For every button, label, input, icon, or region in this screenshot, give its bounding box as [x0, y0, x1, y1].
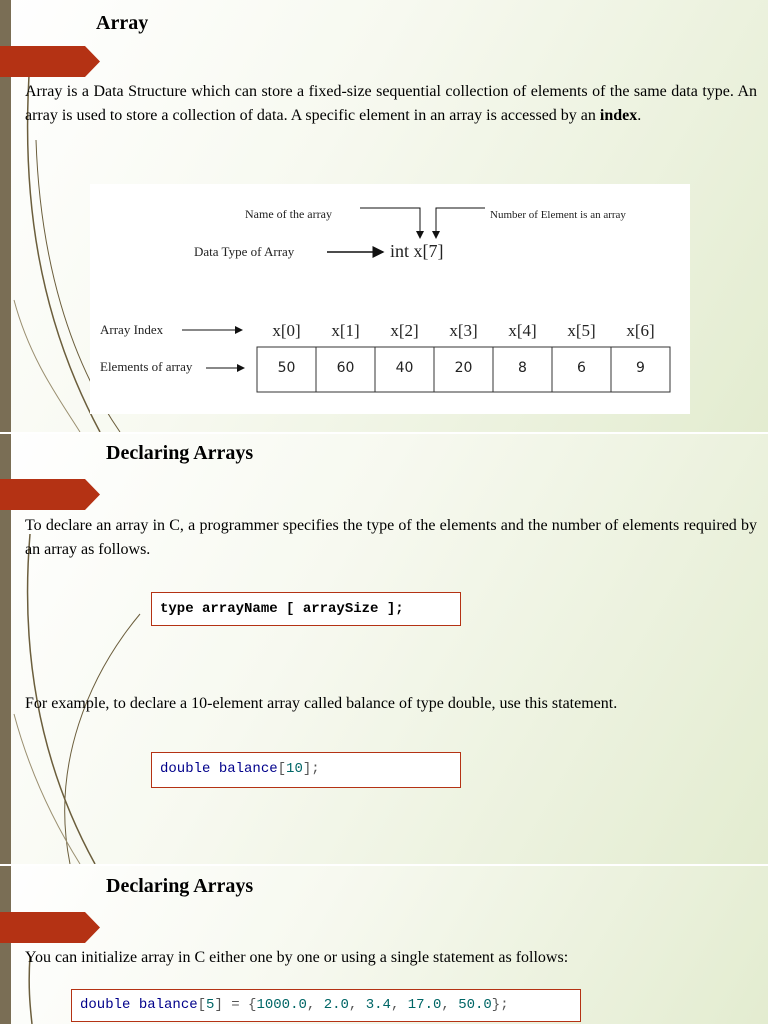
title-arrow-tab: [0, 479, 100, 510]
array-value-3: 20: [454, 360, 473, 376]
elements-row: [257, 347, 670, 392]
declaration-text: int x[7]: [390, 241, 444, 261]
array-value-5: 6: [577, 360, 586, 376]
array-index-6: x[6]: [626, 321, 655, 340]
array-index-5: x[5]: [567, 321, 596, 340]
array-definition: [25, 80, 757, 128]
code-bracket-open: [: [277, 761, 287, 777]
left-bar: [0, 866, 11, 1024]
array-diagram: [90, 184, 690, 414]
code-size: 5: [206, 997, 215, 1013]
array-index-label: Array Index: [100, 322, 164, 337]
index-row: [272, 321, 654, 340]
number-of-elements-label: Number of Element is an array: [490, 209, 626, 221]
slide-declaring-arrays: [0, 434, 768, 864]
code-comma: ,: [306, 997, 324, 1013]
code-assign-open: ] = {: [214, 997, 257, 1013]
slide-title: Declaring Arrays: [106, 875, 254, 897]
array-value-1: 60: [336, 360, 355, 376]
code-comma: ,: [348, 997, 366, 1013]
array-index-0: x[0]: [272, 321, 301, 340]
code-number: 10: [286, 761, 303, 777]
code-value-3: 17.0: [407, 997, 442, 1013]
initialize-code: [71, 989, 581, 1022]
code-end: };: [491, 997, 509, 1013]
name-of-array-label: Name of the array: [245, 207, 332, 221]
array-index-4: x[4]: [508, 321, 537, 340]
title-arrow-tab: [0, 46, 100, 77]
array-value-4: 8: [518, 360, 527, 376]
code-value-2: 3.4: [365, 997, 391, 1013]
definition-text: Array is a Data Structure which can store a fixed-size sequential collection of elements of the same data type. An array is used to store a collection of data. A specific element in an array is accessed by an: [25, 83, 757, 124]
example-code: [151, 752, 461, 788]
data-type-label: Data Type of Array: [194, 244, 295, 259]
title-arrow-tab: [0, 912, 100, 943]
initialize-description: You can initialize array in C either one by one or using a single statement as follows:: [25, 949, 569, 966]
name-arrow: [360, 208, 420, 238]
slide-array: [0, 0, 768, 432]
code-keyword: double: [160, 761, 211, 777]
slide-initializing-arrays: [0, 866, 768, 1024]
code-bracket-open: [: [197, 997, 207, 1013]
slide-title: Array: [96, 12, 149, 34]
definition-bold-term: index: [599, 107, 638, 124]
array-value-0: 50: [277, 360, 296, 376]
code-value-1: 2.0: [323, 997, 349, 1013]
code-identifier: balance: [130, 997, 198, 1013]
elements-label: Elements of array: [100, 359, 193, 374]
code-value-0: 1000.0: [256, 997, 307, 1013]
code-comma: ,: [390, 997, 408, 1013]
array-value-6: 9: [636, 360, 645, 376]
code-value-4: 50.0: [458, 997, 492, 1013]
code-identifier: balance: [210, 761, 278, 777]
code-keyword: double: [80, 997, 131, 1013]
declaration-syntax-code: type arrayName [ arraySize ];: [151, 592, 461, 626]
array-index-3: x[3]: [449, 321, 478, 340]
example-description: For example, to declare a 10-element array called balance of type double, use this statement.: [25, 695, 618, 712]
declare-description: To declare an array in C, a programmer specifies the type of the elements and the number of elements required by an array as follows.: [25, 517, 757, 558]
array-value-2: 40: [395, 360, 414, 376]
count-arrow: [436, 208, 485, 238]
array-index-1: x[1]: [331, 321, 360, 340]
array-index-2: x[2]: [390, 321, 419, 340]
code-comma: ,: [441, 997, 459, 1013]
definition-end: .: [637, 107, 642, 124]
code-values: [256, 997, 491, 1013]
slide-title: Declaring Arrays: [106, 442, 254, 464]
code-bracket-close: ];: [302, 761, 320, 777]
